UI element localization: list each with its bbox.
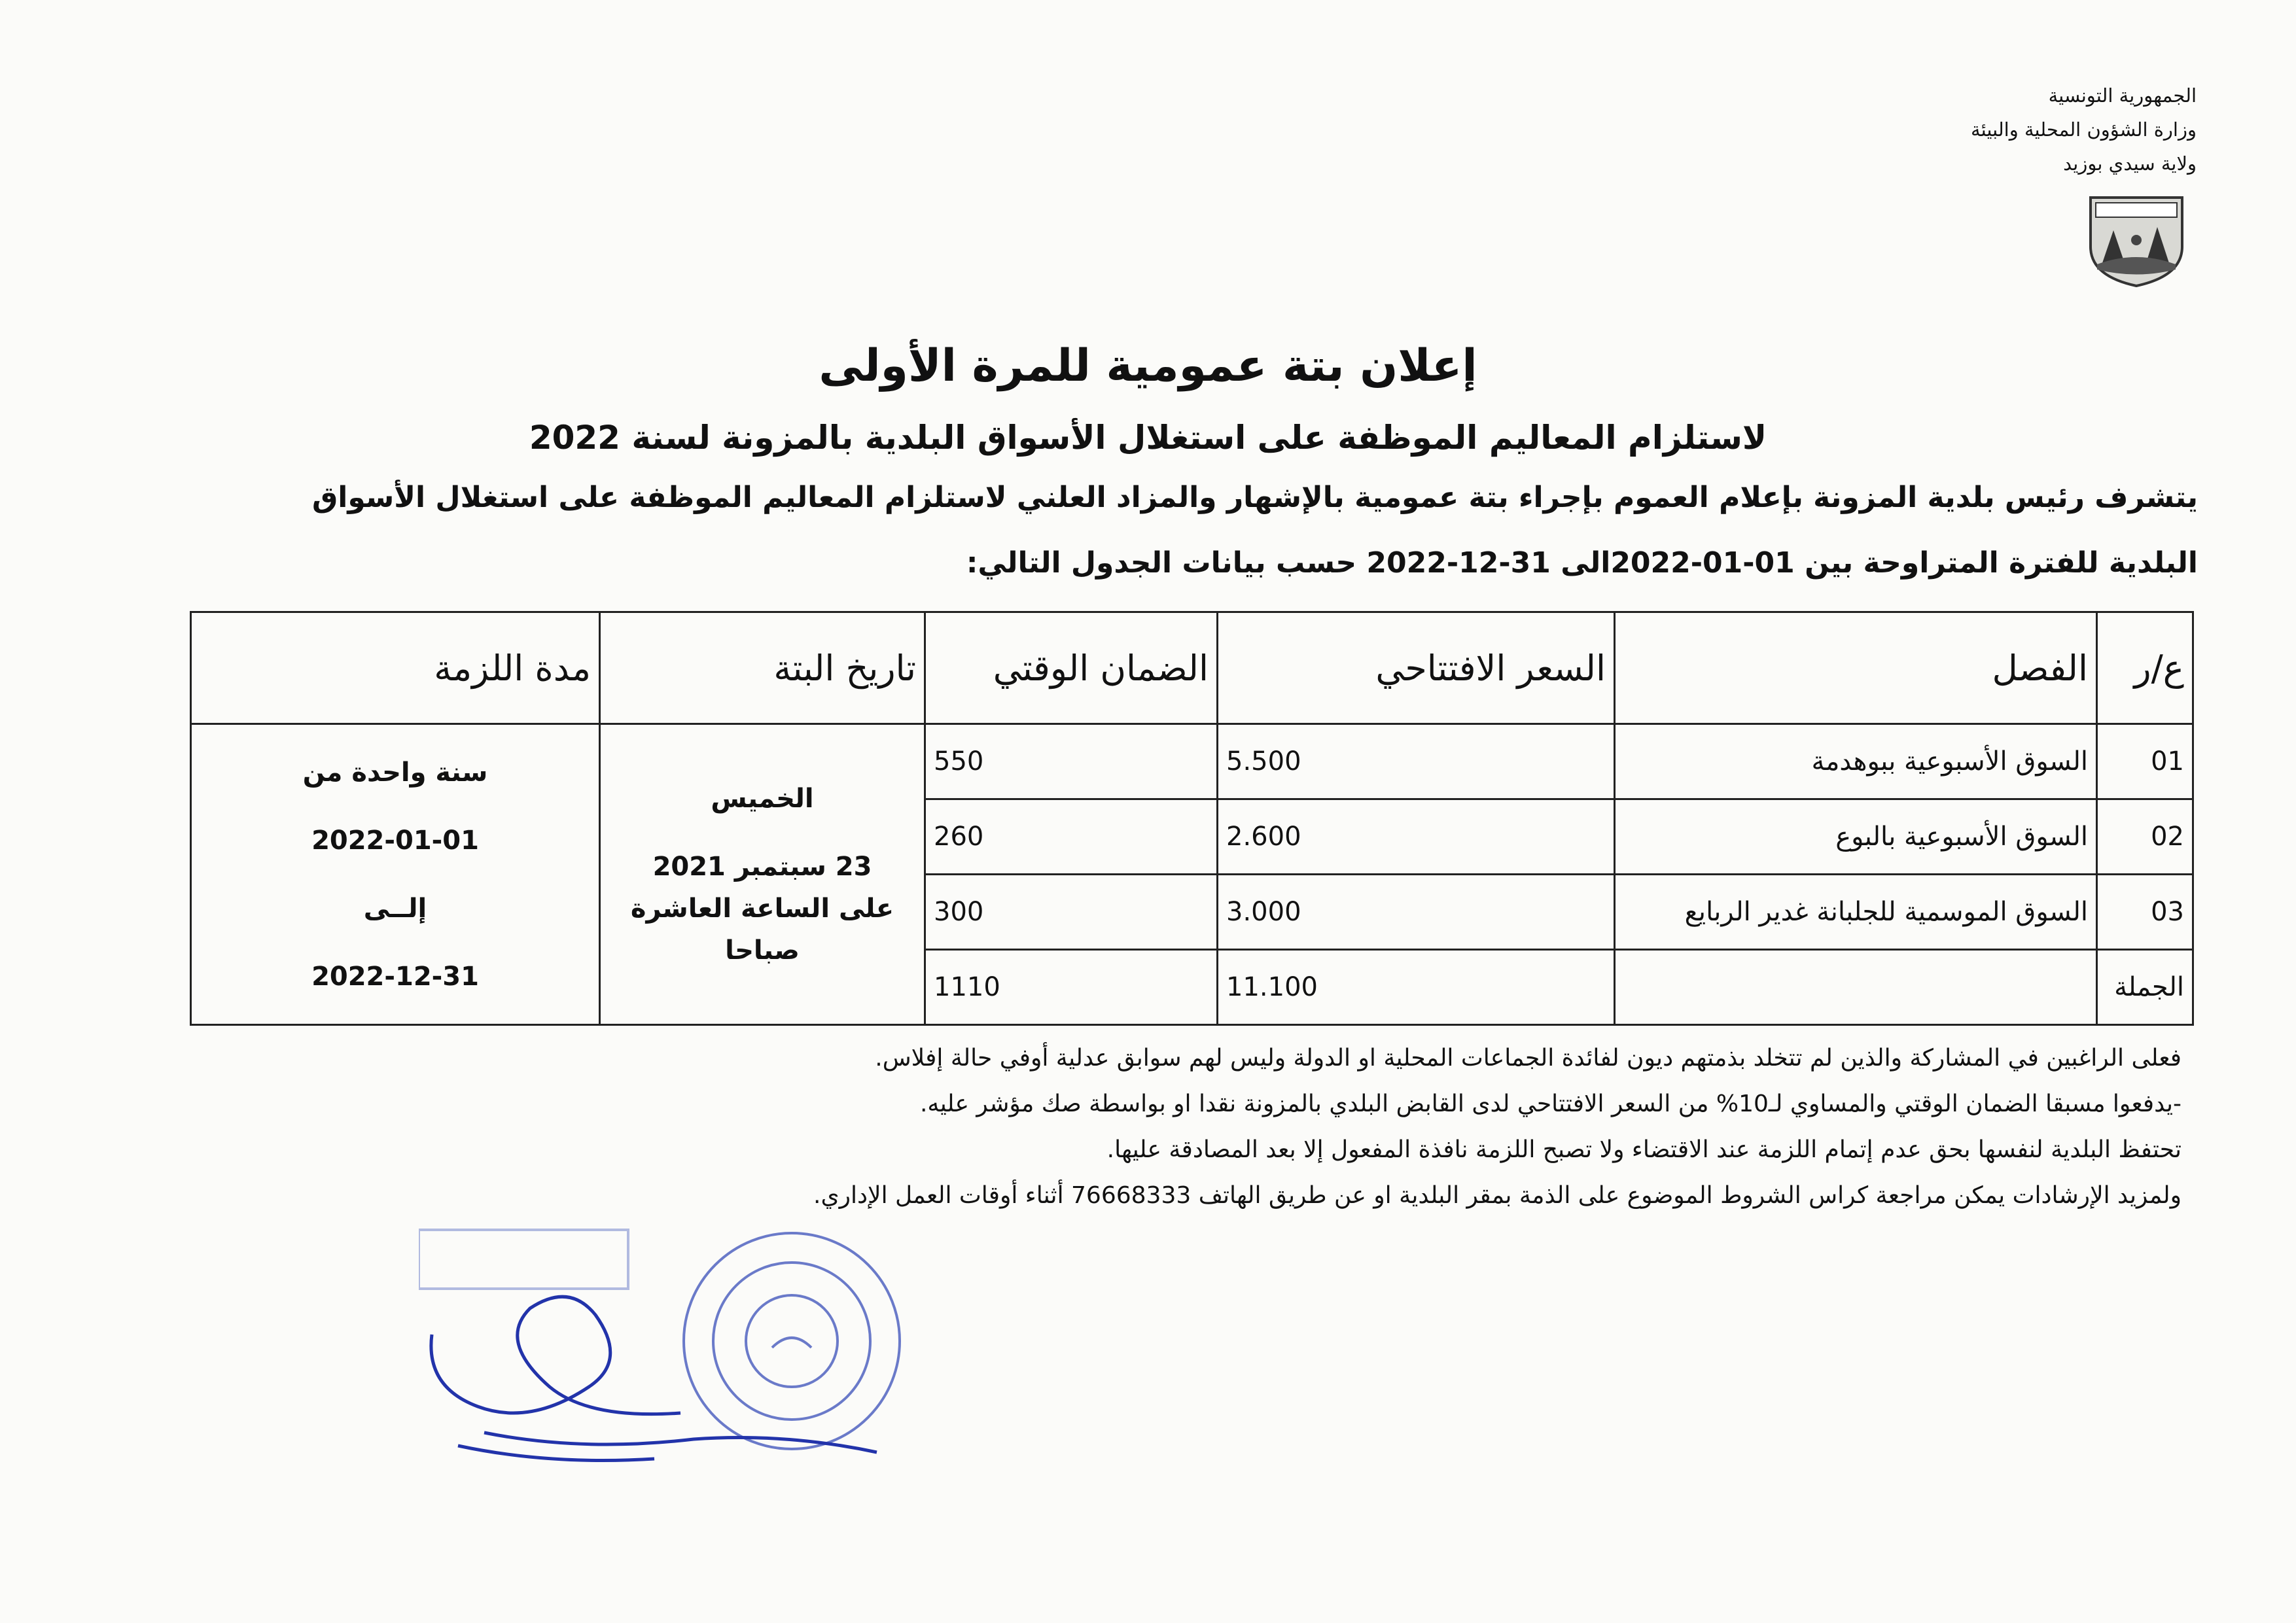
row-num: 02 bbox=[2097, 799, 2193, 875]
note-eligibility: فعلى الراغبين في المشاركة والذين لم تتخلد بذمتهم ديون لفائدة الجماعات المحلية او الدولة وليس لهم سوابق عدلية أوفي حالة إفلاس. bbox=[875, 1045, 2181, 1072]
duration-from: 2022-01-01 bbox=[311, 825, 479, 856]
note-reservation: تحتفظ البلدية لنفسها بحق عدم إتمام اللزمة عند الاقتضاء ولا تصبح اللزمة نافذة المفعول إلا بعد المصادقة عليها. bbox=[1106, 1136, 2181, 1163]
table-header-row bbox=[191, 612, 2193, 724]
header-republic: الجمهورية التونسية bbox=[2048, 84, 2197, 107]
row-price: 3.000 bbox=[1218, 875, 1615, 950]
duration-to: 2022-12-31 bbox=[311, 961, 479, 992]
tender-table bbox=[190, 611, 2194, 1026]
row-guarantee: 550 bbox=[925, 724, 1218, 799]
note-contact: ولمزيد الإرشادات يمكن مراجعة كراس الشروط الموضوع على الذمة بمقر البلدية او عن طريق الهاتف 76668333 أثناء أوقات العمل الإداري. bbox=[813, 1182, 2181, 1209]
row-name: السوق الأسبوعية بالبوع bbox=[1615, 799, 2097, 875]
row-num: 03 bbox=[2097, 875, 2193, 950]
total-label: الجملة bbox=[2097, 950, 2193, 1025]
tender-time-period: صباحا bbox=[725, 935, 800, 966]
tender-date: 23 سبتمبر 2021 bbox=[652, 851, 872, 882]
tender-date-cell bbox=[600, 724, 925, 1025]
col-header-num: ع/ر bbox=[2097, 612, 2193, 724]
announcement-subtitle: لاستلزام المعاليم الموظفة على استغلال الأسواق البلدية بالمزونة لسنة 2022 bbox=[529, 419, 1767, 457]
tender-day: الخميس bbox=[711, 783, 814, 814]
total-guarantee: 1110 bbox=[925, 950, 1218, 1025]
header-governorate: ولاية سيدي بوزيد bbox=[2063, 152, 2197, 175]
header-ministry: وزارة الشؤون المحلية والبيئة bbox=[1971, 118, 2197, 141]
row-num: 01 bbox=[2097, 724, 2193, 799]
col-header-price: السعر الافتتاحي bbox=[1218, 612, 1615, 724]
row-name: السوق الأسبوعية ببوهدمة bbox=[1615, 724, 2097, 799]
table-row bbox=[191, 724, 2193, 799]
total-price: 11.100 bbox=[1218, 950, 1615, 1025]
note-guarantee: -يدفعوا مسبقا الضمان الوقتي والمساوي لـ10% من السعر الافتتاحي لدى القابض البلدي بالمزونة نقدا او بواسطة صك مؤشر عليه. bbox=[919, 1091, 2181, 1117]
row-name: السوق الموسمية للجلبانة غدير الربايع bbox=[1615, 875, 2097, 950]
col-header-guarantee: الضمان الوقتي bbox=[925, 612, 1218, 724]
lease-duration-cell bbox=[191, 724, 600, 1025]
row-guarantee: 260 bbox=[925, 799, 1218, 875]
municipality-emblem-icon bbox=[2084, 184, 2189, 289]
col-header-name: الفصل bbox=[1615, 612, 2097, 724]
tender-time: على الساعة العاشرة bbox=[630, 893, 894, 924]
duration-text: سنة واحدة من bbox=[302, 757, 488, 788]
total-name-empty bbox=[1615, 950, 2097, 1025]
duration-to-word: إلــى bbox=[363, 893, 427, 924]
official-stamp-icon bbox=[419, 1217, 955, 1492]
signature-icon bbox=[431, 1297, 877, 1460]
col-header-duration: مدة اللزمة bbox=[191, 612, 600, 724]
col-header-date: تاريخ البتة bbox=[600, 612, 925, 724]
intro-line-2: البلدية للفترة المتراوحة بين 01-01-2022الى 31-12-2022 حسب بيانات الجدول التالي: bbox=[966, 546, 2198, 580]
row-price: 5.500 bbox=[1218, 724, 1615, 799]
row-price: 2.600 bbox=[1218, 799, 1615, 875]
announcement-title: إعلان بتة عمومية للمرة الأولى bbox=[819, 340, 1477, 392]
row-guarantee: 300 bbox=[925, 875, 1218, 950]
intro-line-1: يتشرف رئيس بلدية المزونة بإعلام العموم بإجراء بتة عمومية بالإشهار والمزاد العلني لاستلزام المعاليم الموظفة على استغلال الأسواق bbox=[311, 481, 2198, 514]
